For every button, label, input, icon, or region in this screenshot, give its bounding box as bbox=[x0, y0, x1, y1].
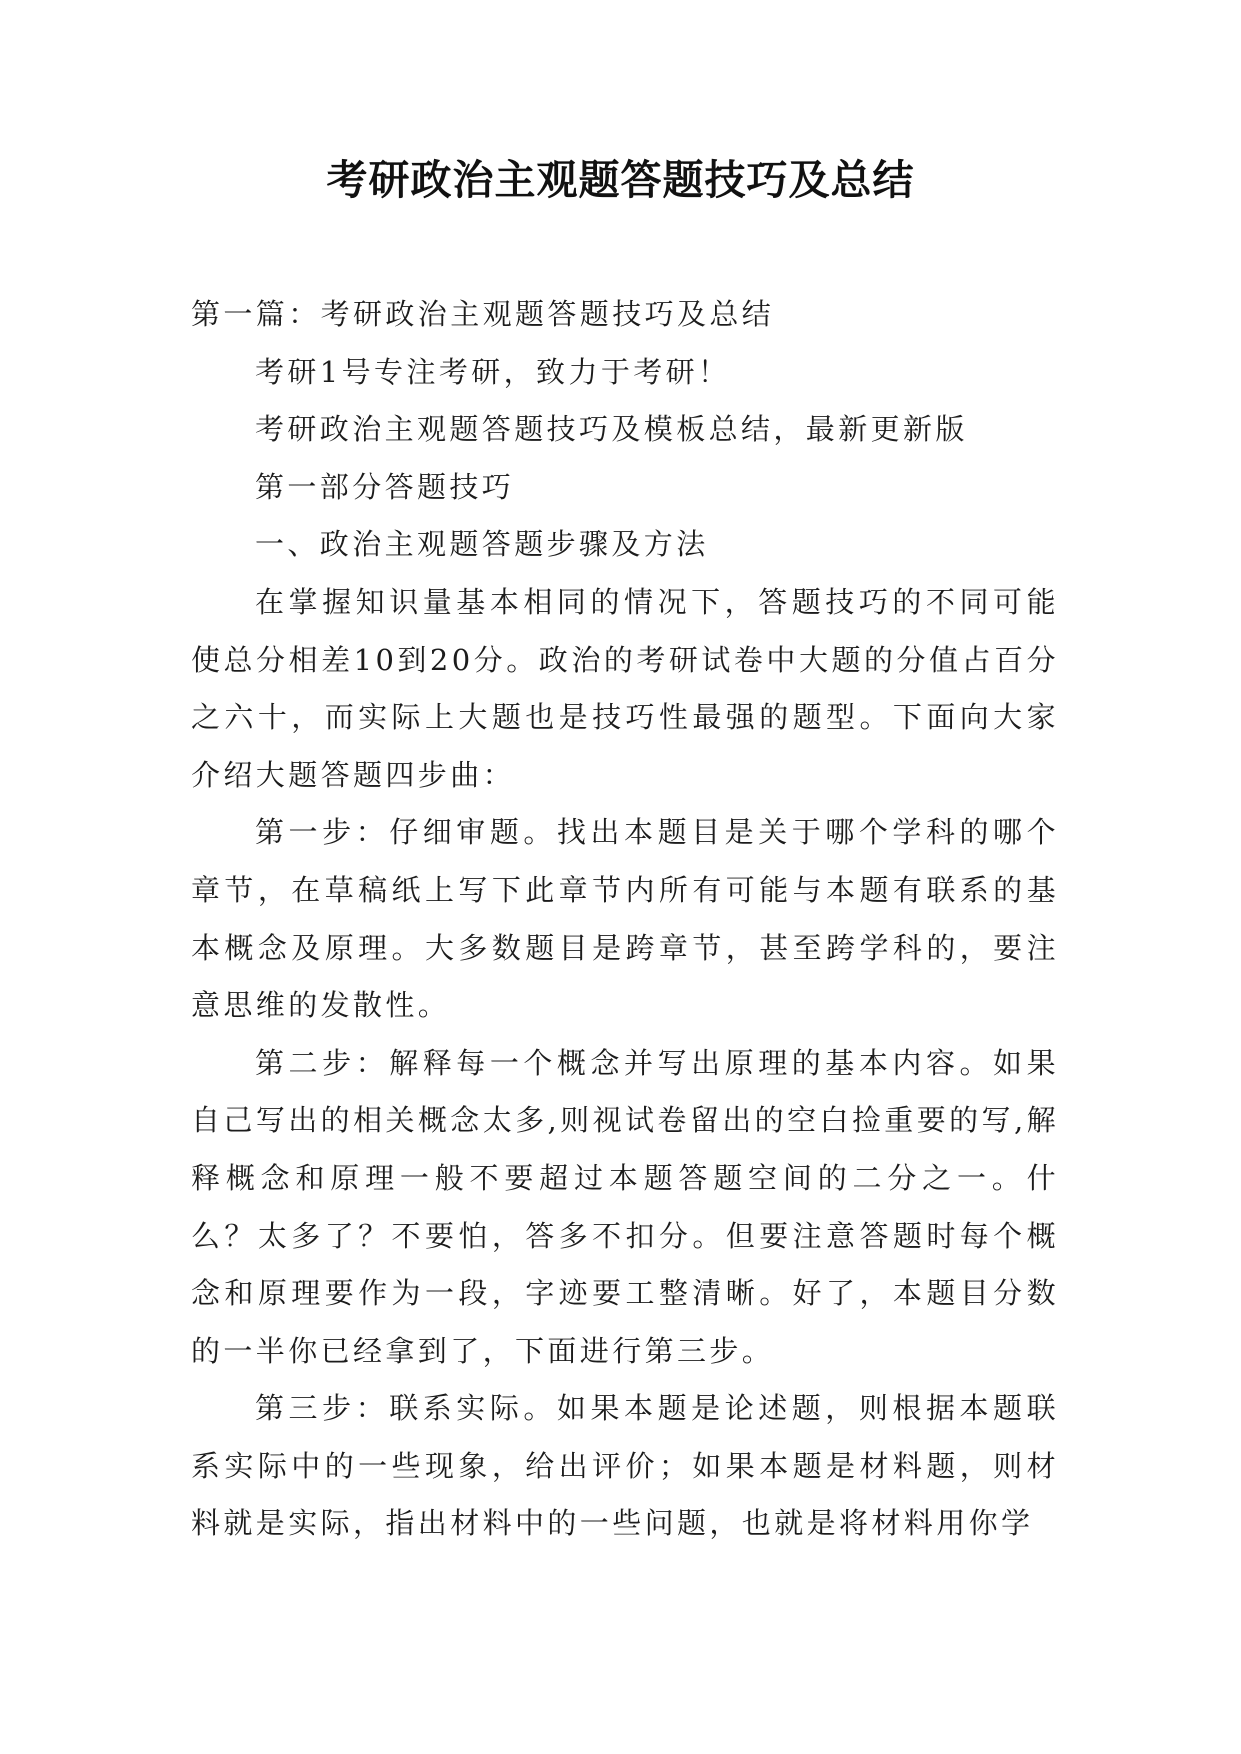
document-title: 考研政治主观题答题技巧及总结 bbox=[326, 156, 915, 204]
document-body bbox=[191, 286, 1059, 1553]
paragraph: 在掌握知识量基本相同的情况下，答题技巧的不同可能使总分相差10到20分。政治的考研试卷中大题的分值占百分之六十，而实际上大题也是技巧性最强的题型。下面向大家介绍大题答题四步曲： bbox=[191, 584, 1059, 792]
paragraph-part-heading: 第一部分答题技巧 bbox=[255, 469, 515, 504]
paragraph: 考研1号专注考研，致力于考研！ bbox=[255, 354, 731, 389]
paragraph-section-heading: 第一篇：考研政治主观题答题技巧及总结 bbox=[191, 297, 775, 331]
paragraph-subheading: 一、政治主观题答题步骤及方法 bbox=[255, 527, 709, 562]
paragraph-step-two: 第二步：解释每一个概念并写出原理的基本内容。如果自己写出的相关概念太多,则视试卷留出的空白捡重要的写,解释概念和原理一般不要超过本题答题空间的二分之一。什么？太多了？不要怕，答多不扣分。但要注意答题时每个概念和原理要作为一段，字迹要工整清晰。好了，本题目分数的一半你已经拿到了，下面进行第三步。 bbox=[191, 1045, 1059, 1368]
paragraph: 考研政治主观题答题技巧及模板总结，最新更新版 bbox=[255, 412, 968, 447]
paragraph-step-three: 第三步：联系实际。如果本题是论述题，则根据本题联系实际中的一些现象，给出评价；如果本题是材料题，则材料就是实际，指出材料中的一些问题，也就是将材料用你学 bbox=[191, 1391, 1059, 1541]
paragraph-step-one: 第一步：仔细审题。找出本题目是关于哪个学科的哪个章节，在草稿纸上写下此章节内所有可能与本题有联系的基本概念及原理。大多数题目是跨章节，甚至跨学科的，要注意思维的发散性。 bbox=[191, 815, 1059, 1023]
